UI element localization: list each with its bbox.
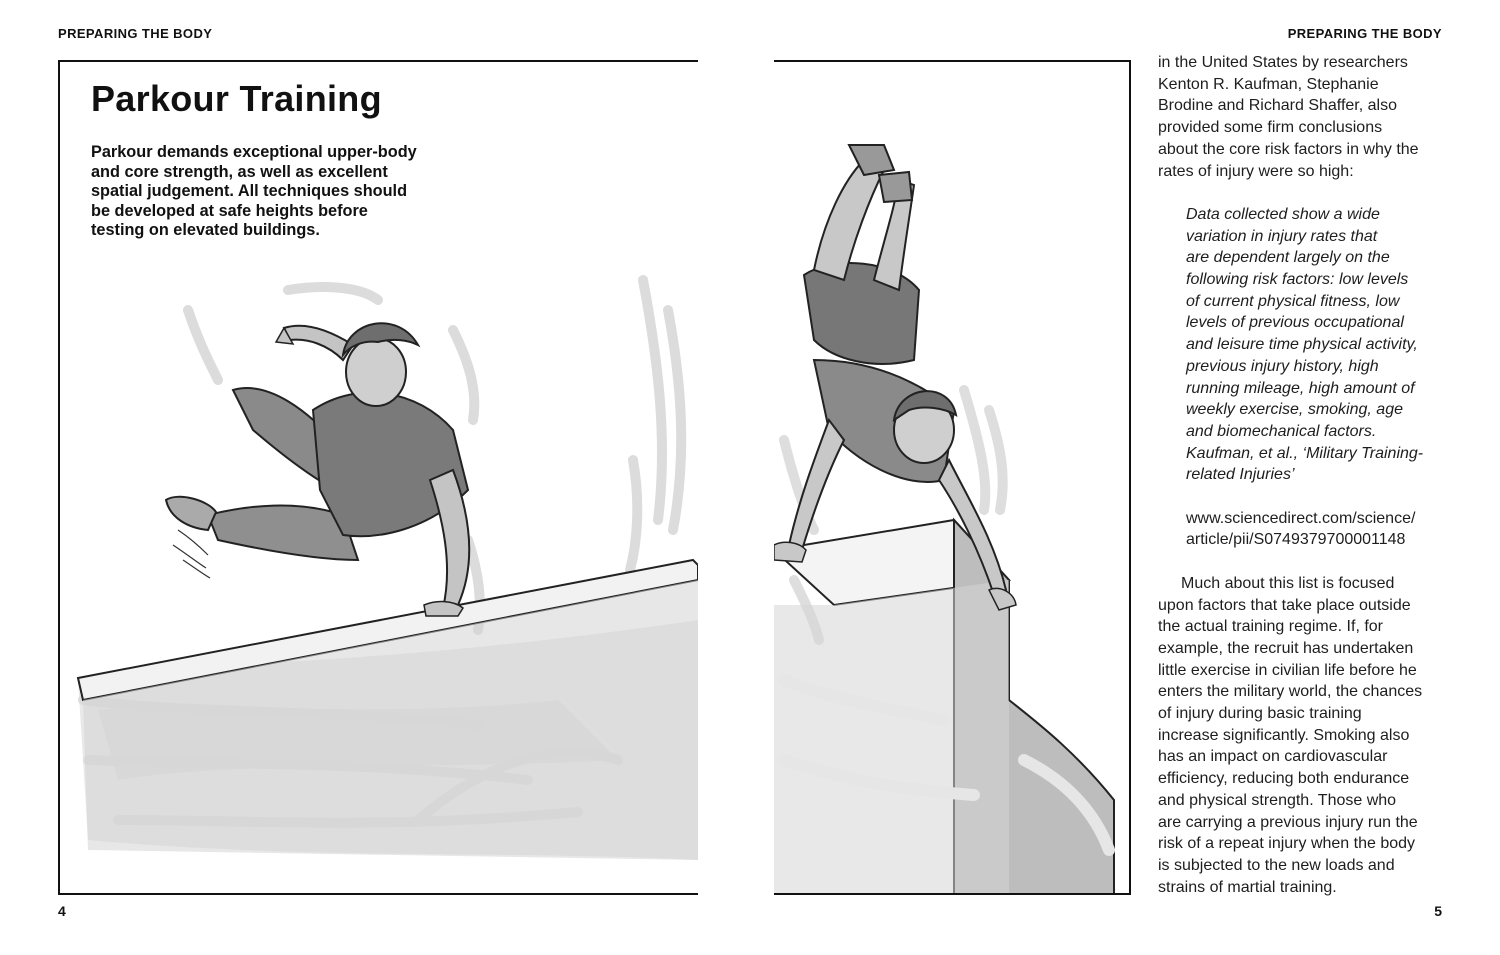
text-line: provided some firm conclusions	[1158, 119, 1383, 137]
quote-line: and leisure time physical activity,	[1186, 336, 1418, 354]
page-number-right: 5	[1434, 903, 1442, 919]
page-title: Parkour Training	[91, 78, 382, 119]
right-illustration-panel	[774, 60, 1131, 895]
text-line: strains of martial training.	[1158, 878, 1337, 896]
text-line: Brodine and Richard Shaffer, also	[1158, 97, 1397, 115]
url-line: www.sciencedirect.com/science/	[1186, 509, 1416, 527]
left-illustration-panel	[58, 60, 698, 895]
quote-line: are dependent largely on the	[1186, 249, 1390, 267]
intro-line: spatial judgement. All techniques should	[91, 182, 408, 201]
text-line: enters the military world, the chances	[1158, 683, 1423, 701]
text-line: increase significantly. Smoking also	[1158, 726, 1410, 744]
text-line: little exercise in civilian life before he	[1158, 661, 1417, 679]
quote-line: following risk factors: low levels	[1186, 271, 1409, 289]
quote-line: levels of previous occupational	[1186, 314, 1404, 332]
text-line: the actual training regime. If, for	[1158, 618, 1383, 636]
text-line: in the United States by researchers	[1158, 54, 1408, 71]
quote-line: previous injury history, high	[1186, 357, 1379, 375]
page-number-left: 4	[58, 903, 66, 919]
text-line: and physical strength. Those who	[1158, 791, 1397, 809]
intro-line: be developed at safe heights before	[91, 201, 368, 220]
quote-line: Kaufman, et al., ‘Military Training-	[1186, 444, 1424, 462]
text-line: upon factors that take place outside	[1158, 596, 1411, 614]
intro-line: and core strength, as well as excellent	[91, 162, 388, 181]
intro-paragraph	[91, 143, 491, 241]
text-line: has an impact on cardiovascular	[1158, 748, 1388, 766]
quote-line: of current physical fitness, low	[1186, 292, 1400, 310]
parkour-vault-illustration	[774, 60, 1131, 895]
quote-line: running mileage, high amount of	[1186, 379, 1415, 397]
quote-line: variation in injury rates that	[1186, 227, 1378, 245]
text-line: rates of injury were so high:	[1158, 162, 1354, 180]
source-url	[1186, 508, 1448, 551]
text-line: example, the recruit has undertaken	[1158, 639, 1414, 657]
body-text-column	[1158, 52, 1448, 898]
body-paragraph	[1158, 573, 1448, 899]
text-line: are carrying a previous injury run the	[1158, 813, 1418, 831]
intro-line: testing on elevated buildings.	[91, 221, 320, 240]
body-paragraph	[1158, 52, 1448, 182]
quote-text	[1186, 204, 1448, 486]
block-quote	[1186, 204, 1448, 551]
text-line: is subjected to the new loads and	[1158, 856, 1395, 874]
url-line: article/pii/S0749379700001148	[1186, 531, 1406, 549]
quote-line: Data collected show a wide	[1186, 205, 1380, 223]
running-head-right: PREPARING THE BODY	[1287, 26, 1442, 41]
quote-line: weekly exercise, smoking, age	[1186, 401, 1403, 419]
text-line: Much about this list is focused	[1181, 574, 1395, 592]
text-line: Kenton R. Kaufman, Stephanie	[1158, 75, 1379, 93]
text-line: of injury during basic training	[1158, 705, 1362, 723]
text-line: about the core risk factors in why the	[1158, 140, 1419, 158]
running-head-left: PREPARING THE BODY	[58, 26, 213, 41]
text-line: risk of a repeat injury when the body	[1158, 835, 1416, 853]
quote-line: and biomechanical factors.	[1186, 422, 1377, 440]
text-line: efficiency, reducing both endurance	[1158, 770, 1410, 788]
intro-line: Parkour demands exceptional upper-body	[91, 143, 417, 161]
quote-line: related Injuries’	[1186, 466, 1295, 484]
